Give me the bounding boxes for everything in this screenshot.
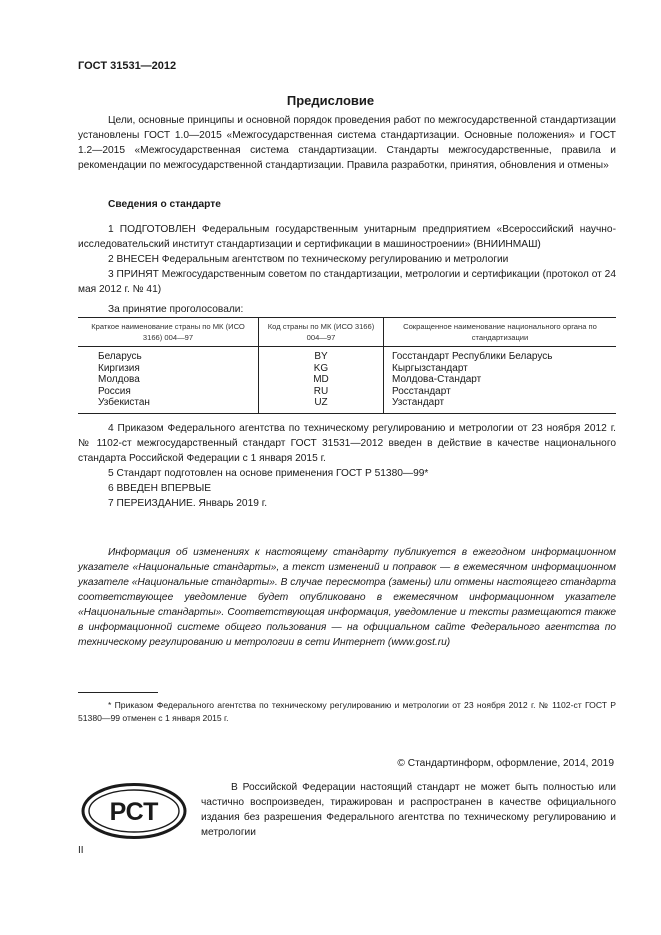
item-5: 5 Стандарт подготовлен на основе применения ГОСТ Р 51380—99*: [108, 468, 429, 479]
voted-label: За принятие проголосовали:: [108, 304, 244, 315]
page-number: II: [78, 845, 84, 856]
section-heading: Сведения о стандарте: [108, 199, 221, 210]
table-row: [78, 363, 616, 375]
logo-text: РСТ: [109, 798, 159, 826]
table-row: [78, 347, 616, 363]
intro-paragraph: Цели, основные принципы и основной порядок проведения работ по межгосударственной стандартизации установлены ГОСТ 1.0—2015 «Межгосударственная система стандартизации. Основные положения» и ГОСТ 1.2—2015 «Межгосударственная система стандартизации. Стандарты межгосударственные, правила и рекомендации по межгосударственной стандартизации. Правила разработки, принятия, обновления и отмены»: [78, 115, 616, 171]
item-1: 1 ПОДГОТОВЛЕН Федеральным государственным унитарным предприятием «Всероссийский научно-исследовательский институт стандартизации и сертификации в машиностроении» (ВНИИНМАШ): [78, 224, 616, 250]
country-name: Россия: [98, 385, 131, 397]
column-header-country: Краткое наименование страны по МК (ИСО 3166) 004—97: [78, 318, 259, 347]
standards-body: Росстандарт: [384, 386, 617, 398]
column-header-code: Код страны по МК (ИСО 3166) 004—97: [259, 318, 384, 347]
country-code: UZ: [259, 397, 384, 413]
item-6: 6 ВВЕДЕН ВПЕРВЫЕ: [108, 483, 212, 494]
table-row: [78, 397, 616, 413]
standards-body: Кыргызстандарт: [384, 363, 617, 375]
item-4: 4 Приказом Федерального агентства по техническому регулированию и метрологии от 23 ноября 2012 г. № 1102-ст межгосударственный стандарт ГОСТ 31531—2012 введен в действие в качестве национального стандарта Российской Федерации с 1 января 2015 г.: [78, 423, 616, 464]
item-2: 2 ВНЕСЕН Федеральным агентством по техническому регулированию и метрологии: [108, 254, 509, 265]
country-code: BY: [259, 347, 384, 363]
table-row: [78, 386, 616, 398]
standards-body: Узстандарт: [384, 397, 617, 413]
intro-block: [78, 113, 616, 173]
standard-info-block-continued: [78, 421, 616, 511]
country-code: MD: [259, 374, 384, 386]
country-code: RU: [259, 386, 384, 398]
footnote-text: * Приказом Федерального агентства по техническому регулированию и метрологии от 23 ноября 2012 г. № 1102-ст ГОСТ Р 51380—99 отменен с 1 января 2015 г.: [78, 700, 616, 723]
standards-body: Молдова-Стандарт: [384, 374, 617, 386]
gost-r-certification-mark-icon: [80, 782, 188, 840]
item-3: 3 ПРИНЯТ Межгосударственным советом по стандартизации, метрологии и сертификации (протокол от 24 мая 2012 г. № 41): [78, 269, 616, 295]
page-title: Предисловие: [286, 93, 375, 108]
legal-notice: В Российской Федерации настоящий стандарт не может быть полностью или частично воспроизведен, тиражирован и распространен в качестве официального издания без разрешения Федерального агентства по техническому регулированию и метрологии: [201, 782, 616, 838]
country-name: Беларусь: [98, 351, 142, 362]
item-7: 7 ПЕРЕИЗДАНИЕ. Январь 2019 г.: [108, 498, 268, 509]
countries-table: [78, 317, 616, 414]
doc-code: ГОСТ 31531—2012: [78, 60, 177, 72]
footnote-divider: [78, 692, 158, 693]
country-code: KG: [259, 363, 384, 375]
standards-body: Госстандарт Республики Беларусь: [384, 347, 617, 363]
column-header-body: Сокращенное наименование национального органа по стандартизации: [384, 318, 617, 347]
footnote: [78, 699, 616, 725]
country-name: Киргизия: [98, 362, 140, 374]
country-name: Узбекистан: [78, 397, 259, 413]
table-row: [78, 374, 616, 386]
standard-info-block: [78, 222, 616, 317]
table-header-row: [78, 318, 616, 347]
info-notice: Информация об изменениях к настоящему стандарту публикуется в ежегодном информационном указателе «Национальные стандарты», а текст изменений и поправок — в ежемесячном информационном указателе «Национальные стандарты». В случае пересмотра (замены) или отмены настоящего стандарта соответствующее уведомление будет опубликовано в ежемесячном информационном указателе «Национальные стандарты». Соответствующая информация, уведомление и тексты размещаются также в информационной системе общего пользования — на официальном сайте Федерального агентства по техническому регулированию и метрологии в сети Интернет (www.gost.ru): [78, 547, 616, 648]
info-notice-block: [78, 545, 616, 650]
copyright: © Стандартинформ, оформление, 2014, 2019: [397, 758, 614, 769]
legal-notice-block: [201, 780, 616, 840]
country-name: Молдова: [98, 374, 140, 386]
